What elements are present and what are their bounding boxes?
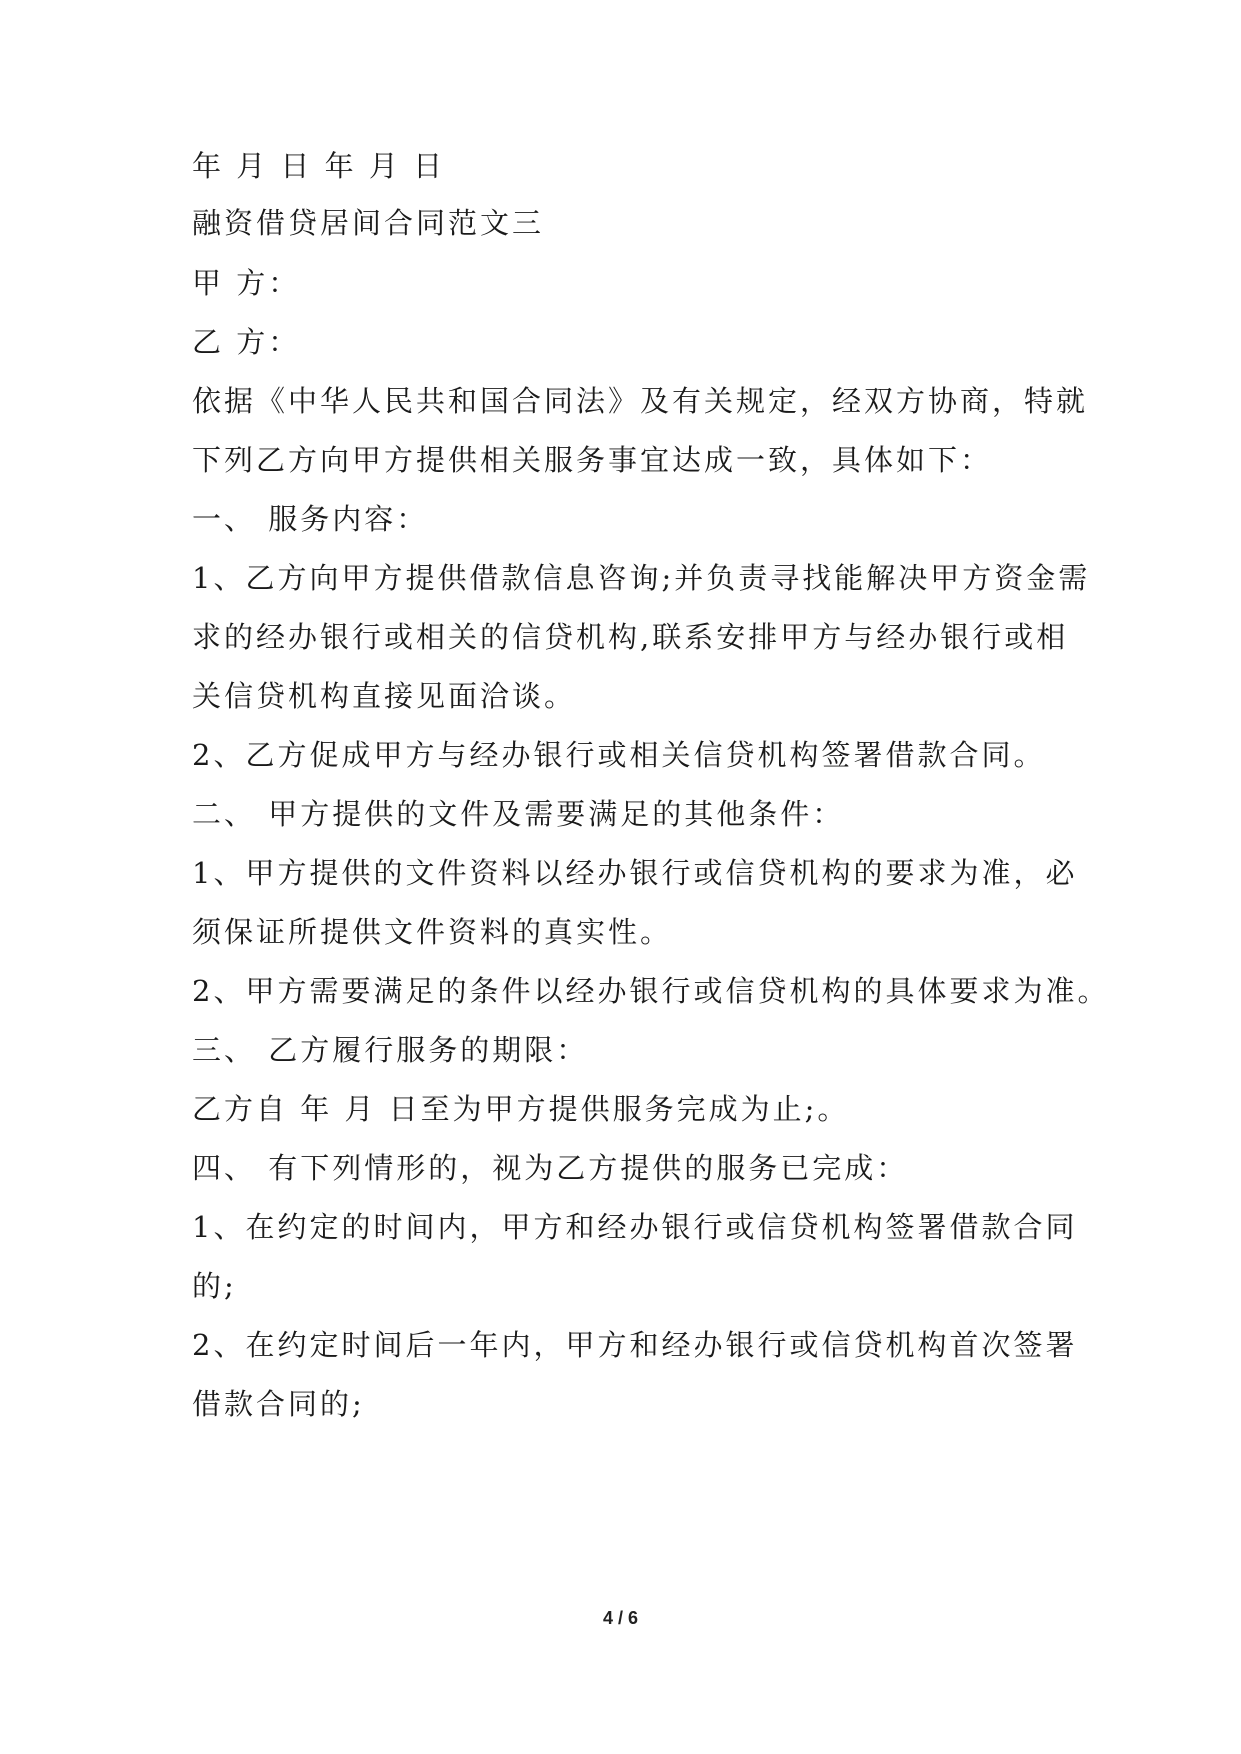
preamble-line-1: 依据《中华人民共和国合同法》及有关规定，经双方协商，特就: [192, 384, 1089, 418]
page-number: 4 / 6: [602, 1608, 639, 1628]
party-a-line: 甲 方：: [192, 266, 301, 300]
section-1-heading: 一、 服务内容：: [192, 502, 429, 536]
section-2-item-1-line-1: 1、甲方提供的文件资料以经办银行或信贷机构的要求为准，必: [192, 856, 1078, 890]
section-3-term: 乙方自 年 月 日至为甲方提供服务完成为止;。: [192, 1092, 850, 1126]
section-3-heading: 三、 乙方履行服务的期限：: [192, 1033, 589, 1067]
section-4-item-1-line-1: 1、在约定的时间内，甲方和经办银行或信贷机构签署借款合同: [192, 1210, 1078, 1244]
section-4-item-2-line-2: 借款合同的;: [192, 1387, 365, 1421]
party-b-line: 乙 方：: [192, 325, 301, 359]
date-line: 年 月 日 年 月 日: [192, 149, 446, 183]
section-2-item-2: 2、甲方需要满足的条件以经办银行或信贷机构的具体要求为准。: [192, 974, 1110, 1008]
section-1-item-1-line-1: 1、乙方向甲方提供借款信息咨询;并负责寻找能解决甲方资金需: [192, 561, 1091, 595]
section-4-item-1-line-2: 的;: [192, 1269, 237, 1303]
section-2-heading: 二、 甲方提供的文件及需要满足的其他条件：: [192, 797, 845, 831]
contract-title: 融资借贷居间合同范文三: [192, 206, 545, 240]
section-2-item-1-line-2: 须保证所提供文件资料的真实性。: [192, 915, 673, 949]
section-1-item-1-line-2: 求的经办银行或相关的信贷机构,联系安排甲方与经办银行或相: [192, 620, 1069, 654]
section-1-item-1-line-3: 关信贷机构直接见面洽谈。: [192, 679, 577, 713]
section-4-heading: 四、 有下列情形的，视为乙方提供的服务已完成：: [192, 1151, 909, 1185]
preamble-line-2: 下列乙方向甲方提供相关服务事宜达成一致，具体如下：: [192, 443, 993, 477]
section-4-item-2-line-1: 2、在约定时间后一年内，甲方和经办银行或信贷机构首次签署: [192, 1328, 1078, 1362]
section-1-item-2: 2、乙方促成甲方与经办银行或相关信贷机构签署借款合同。: [192, 738, 1046, 772]
